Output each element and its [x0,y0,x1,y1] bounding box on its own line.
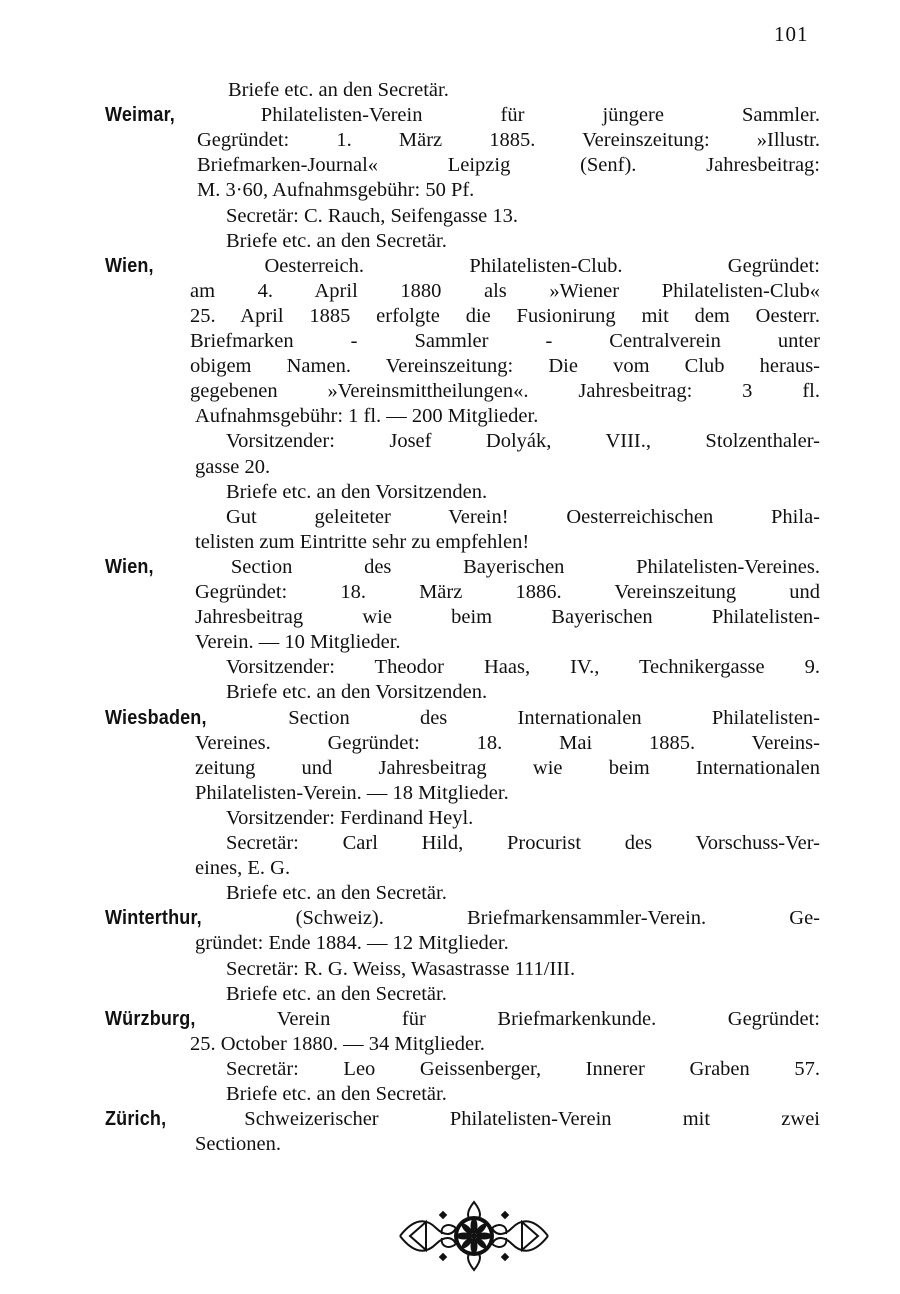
page-number: 101 [774,22,809,46]
entry-text: Verein. — 10 Mitglieder. [195,631,401,654]
text-line [226,680,610,705]
text-line [226,505,820,530]
entry-text: Briefmarken - Sammler - Centralverein unter [190,330,820,352]
entry-text: Gut geleiteter Verein! Oesterreichischen Phila- [226,505,820,528]
entry-text: eines, E. G. [195,857,291,880]
entry-text: Jahresbeitrag wie beim Bayerischen Philatelisten- [195,606,820,629]
entry-text: Sectionen. [195,1133,281,1156]
entry-text: obigem Namen. Vereinszeitung: Die vom Club heraus- [190,355,820,378]
entry-text: Verein für Briefmarkenkunde. Gegründet: [276,1007,820,1030]
entry-text: gasse 20. [195,455,271,478]
text-line [105,254,820,279]
text-line [105,706,820,731]
entry-text: Aufnahmsgebühr: 1 fl. — 200 Mitglieder. [195,405,539,428]
entry-text: Gegründet: 18. März 1886. Vereinszeitung und [195,581,820,603]
text-line [226,806,620,831]
entry-text: (Schweiz). Briefmarkensammler-Verein. Ge- [295,907,820,930]
entry-text: Secretär: R. G. Weiss, Wasastrasse 111/III. [226,957,576,980]
entry-text: Briefe etc. an den Secretär. [226,882,447,905]
entry-text: Secretär: Leo Geissenberger, Innerer Graben 57. [226,1057,820,1080]
entry-text: Oesterreich. Philatelisten-Club. Gegründet: [264,254,820,277]
text-line [195,931,700,956]
entry-text: Gegründet: 1. März 1885. Vereinszeitung: »Illustr. [197,129,820,152]
city-heading: Wien, [105,254,154,277]
entry-text: Vorsitzender: Ferdinand Heyl. [226,806,474,829]
entry-text: Secretär: C. Rauch, Seifengasse 13. [226,204,519,227]
text-line [190,379,820,404]
entry-text: Briefe etc. an den Secretär. [226,229,447,252]
text-line [195,731,820,756]
entry-text: Section des Internationalen Philatelisten- [288,706,821,729]
entry-text: Vereines. Gegründet: 18. Mai 1885. Vereins- [195,731,820,754]
text-line [105,555,820,580]
text-line [195,781,650,806]
city-heading: Zürich, [105,1108,167,1131]
city-heading: Wien, [105,555,154,578]
text-line [190,329,820,354]
text-line [226,480,610,505]
text-line [195,404,760,429]
entry-text: Briefmarken-Journal« Leipzig (Senf). Jahresbeitrag: [197,154,820,177]
text-line [197,153,820,178]
text-line [197,128,820,153]
text-line [195,630,520,655]
text-line [105,103,820,128]
text-line [226,982,560,1007]
entry-text: Vorsitzender: Josef Dolyák, VIII., Stolzenthaler- [226,430,820,453]
text-line [190,304,820,329]
entry-text: M. 3·60, Aufnahmsgebühr: 50 Pf. [197,179,475,202]
text-line [195,756,820,781]
text-line [195,455,300,480]
text-line [105,1107,820,1132]
entry-text: gründet: Ende 1884. — 12 Mitglieder. [195,932,509,955]
entry-text: zeitung und Jahresbeitrag wie beim Internationalen [195,756,820,779]
entry-text: Philatelisten-Verein für jüngere Sammler. [260,104,820,127]
text-line [195,1132,340,1157]
entry-text: Philatelisten-Verein. — 18 Mitglieder. [195,781,509,804]
text-line [190,354,820,379]
text-line [226,1057,820,1082]
entry-text: Schweizerischer Philatelisten-Verein mit zwei [244,1108,820,1131]
entry-text: Briefe etc. an den Secretär. [228,79,449,101]
text-line [226,1082,560,1107]
text-line [190,279,820,304]
text-line [197,178,620,203]
entry-text: Briefe etc. an den Secretär. [226,1083,447,1105]
text-line [195,605,820,630]
entry-text: Briefe etc. an den Vorsitzenden. [226,480,488,503]
city-heading: Winterthur, [105,907,202,930]
text-line [226,204,660,229]
text-line [226,957,760,982]
text-line [226,229,560,254]
entry-text: gegebenen »Vereinsmittheilungen«. Jahresbeitrag: 3 fl. [190,380,820,403]
city-heading: Wiesbaden, [105,706,207,729]
text-line [105,1007,820,1032]
text-line [226,655,820,680]
city-heading: Würzburg, [105,1007,196,1030]
text-line [226,831,820,856]
entry-text: Section des Bayerischen Philatelisten-Vereines. [230,555,821,578]
entry-text: am 4. April 1880 als »Wiener Philatelisten-Club« [190,279,820,302]
city-heading: Weimar, [105,104,175,127]
text-line [226,429,820,454]
text-line [105,906,820,931]
text-line [228,78,560,103]
entry-text: Briefe etc. an den Secretär. [226,982,447,1005]
entry-text: Secretär: Carl Hild, Procurist des Vorschuss-Ver- [226,832,820,854]
entry-text: Vorsitzender: Theodor Haas, IV., Technikergasse 9. [226,656,820,679]
entry-text: telisten zum Eintritte sehr zu empfehlen! [195,530,530,553]
text-line [195,580,820,605]
entry-text: 25. October 1880. — 34 Mitglieder. [190,1032,485,1055]
text-line [195,530,660,555]
text-line [195,856,360,881]
entry-text: 25. April 1885 erfolgte die Fusionirung mit dem Oesterr. [190,304,820,327]
entry-text: Briefe etc. an den Vorsitzenden. [226,681,488,704]
floral-ornament [396,1198,552,1274]
text-line [190,1032,640,1057]
text-line [226,881,560,906]
